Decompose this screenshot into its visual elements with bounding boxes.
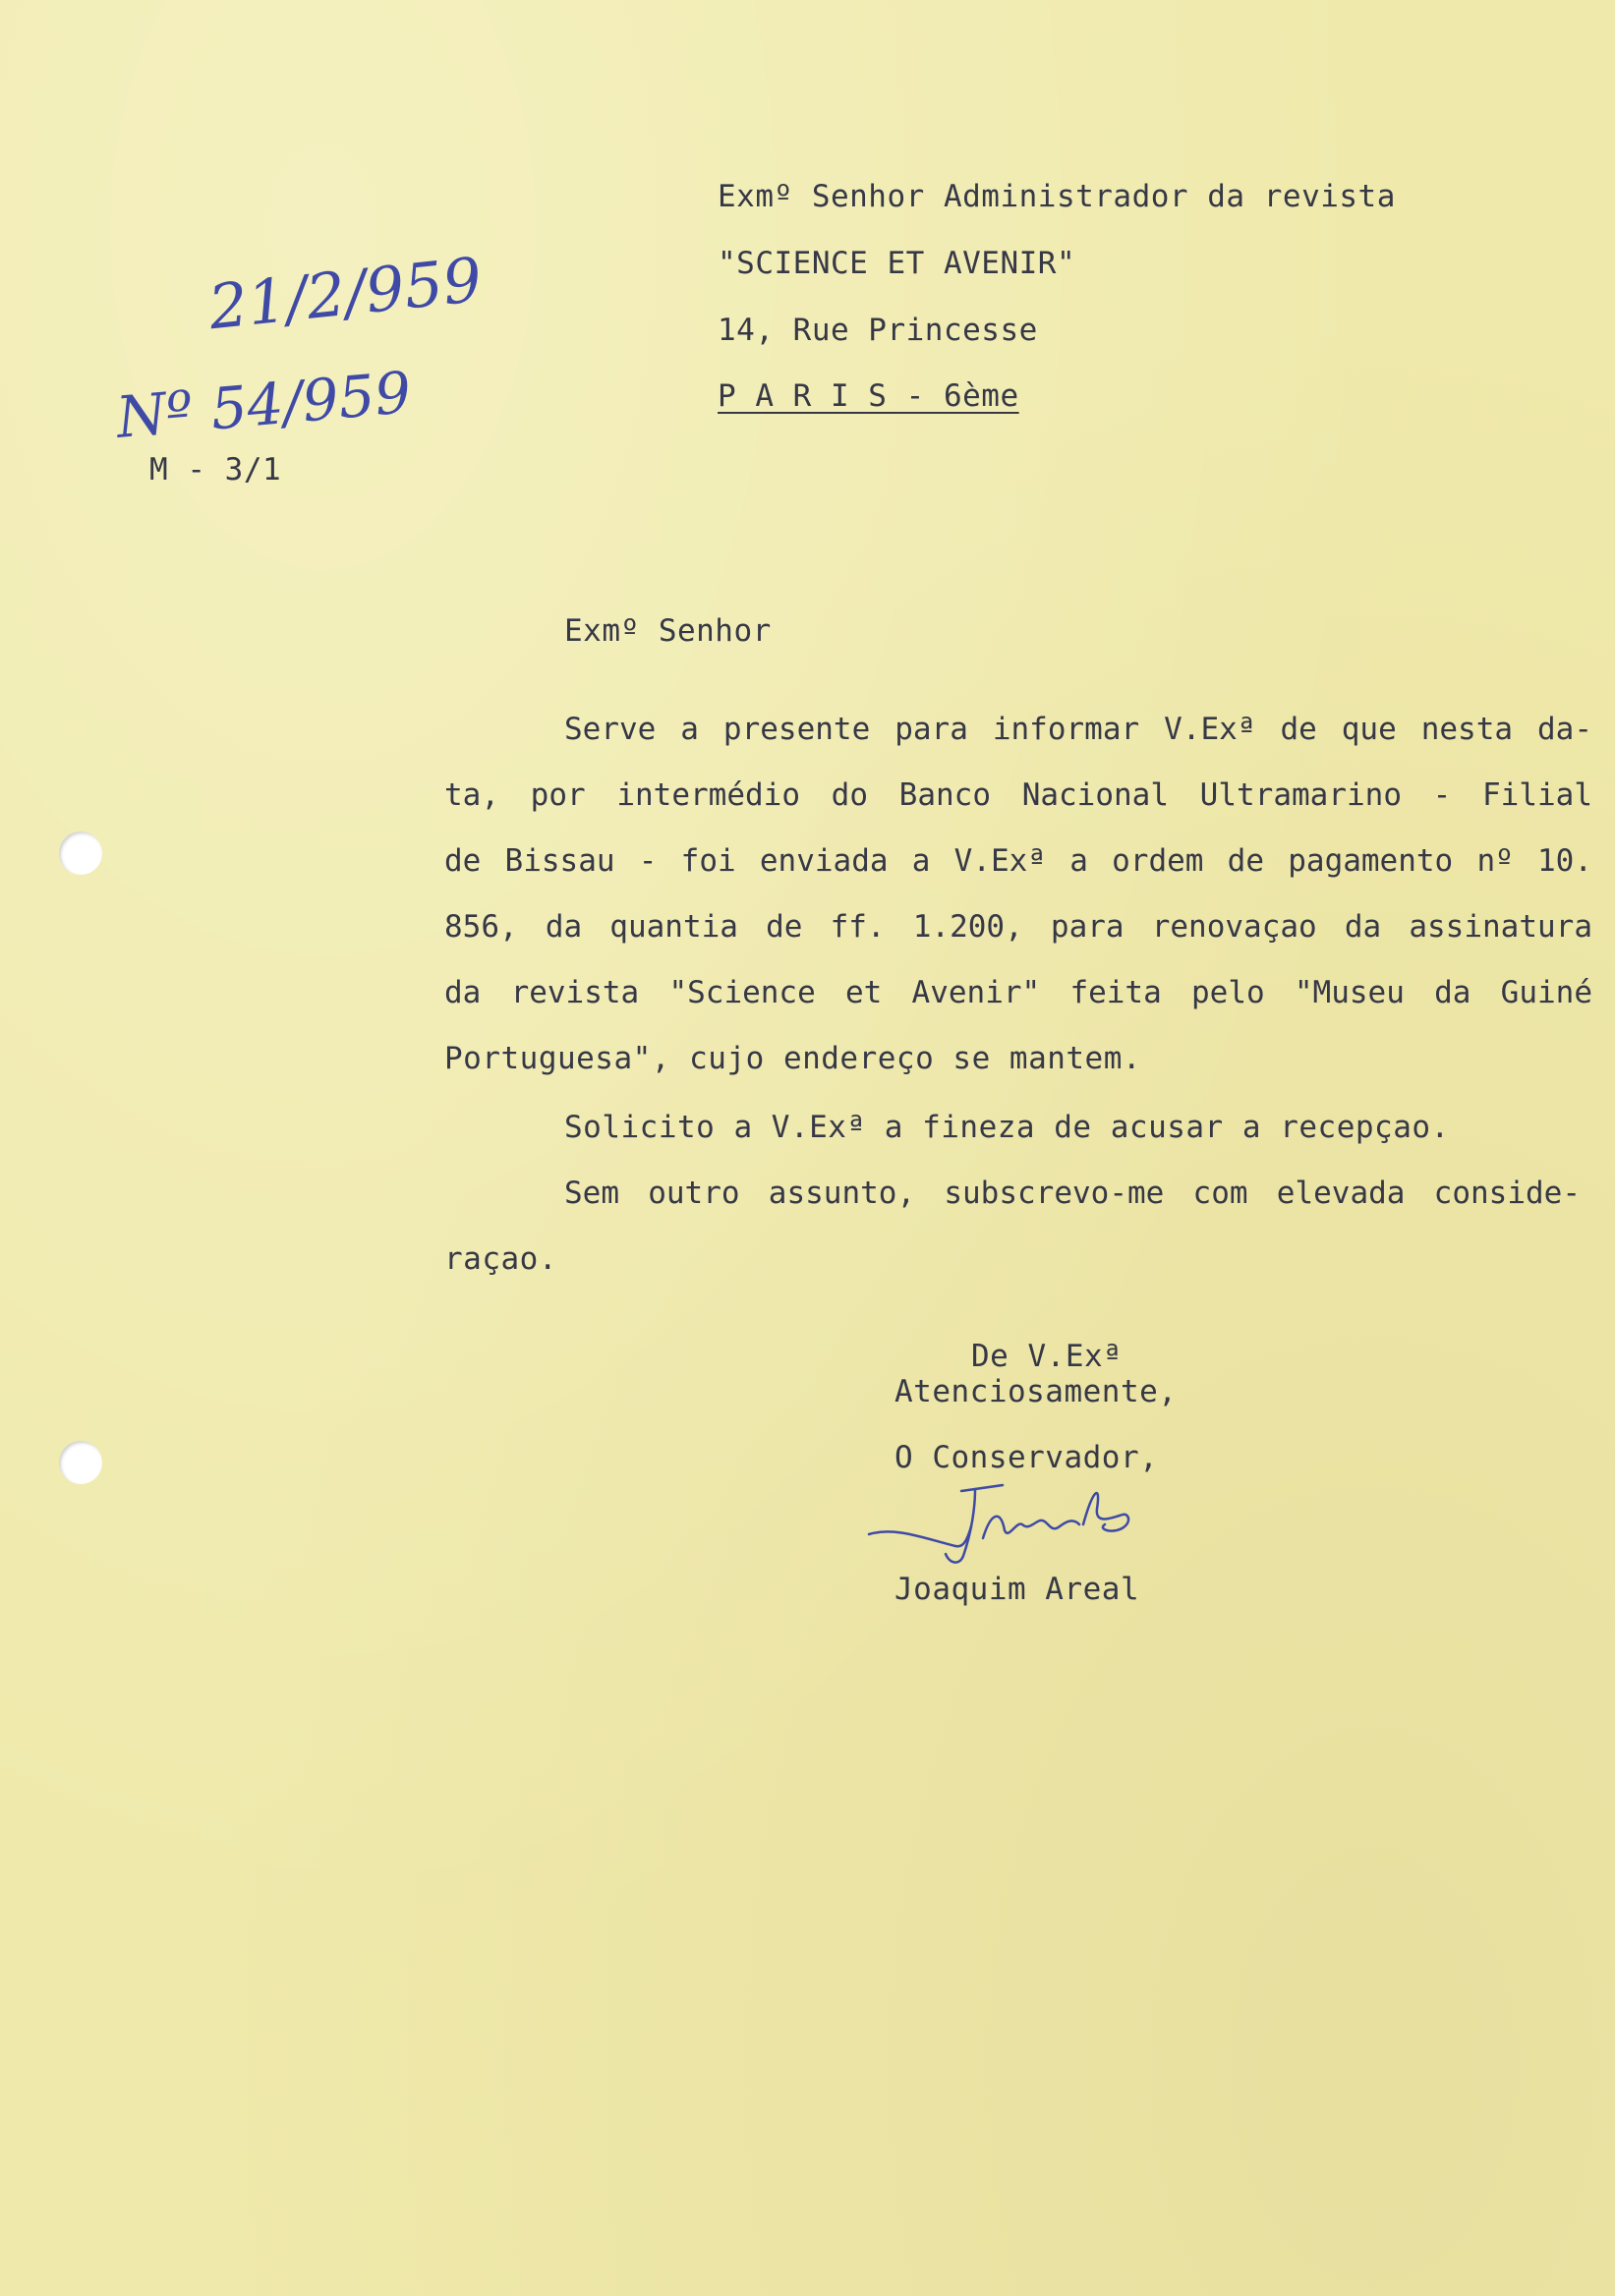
margin-date: 21/2/959: [204, 243, 486, 344]
closing-line-3: O Conservador,: [894, 1440, 1159, 1475]
body-closing-line-1: Sem outro assunto, subscrevo-me com elevada conside-: [564, 1176, 1581, 1211]
margin-reference: Nº 54/959: [113, 359, 414, 451]
closing-line-2: Atenciosamente,: [894, 1374, 1178, 1409]
recipient-line-3: 14, Rue Princesse: [718, 313, 1038, 348]
body-line-5: da revista "Science et Avenir" feita pelo "Museu da Guiné: [444, 975, 1592, 1010]
salutation: Exmº Senhor: [564, 613, 772, 649]
signature-text: JAreal: [1012, 1563, 1016, 1564]
recipient-line-4: P A R I S - 6ème: [718, 378, 1019, 414]
body-closing-line-2: raçao.: [444, 1241, 557, 1277]
recipient-line-2: "SCIENCE ET AVENIR": [718, 246, 1076, 281]
body-line-2: ta, por intermédio do Banco Nacional Ultramarino - Filial: [444, 777, 1592, 813]
closing-line-1: De V.Exª: [971, 1339, 1123, 1374]
signature: [865, 1479, 1160, 1568]
body-line-6: Portuguesa", cujo endereço se mantem.: [444, 1041, 1142, 1076]
recipient-line-1: Exmº Senhor Administrador da revista: [718, 179, 1396, 214]
file-code: M - 3/1: [149, 452, 282, 488]
punch-hole-bottom: [59, 1441, 102, 1484]
punch-hole-top: [59, 832, 102, 875]
body-line-3: de Bissau - foi enviada a V.Exª a ordem de pagamento nº 10.: [444, 843, 1592, 879]
body-line-4: 856, da quantia de ff. 1.200, para renovaçao da assinatura: [444, 909, 1592, 945]
signatory-name: Joaquim Areal: [894, 1572, 1140, 1607]
body-request-line: Solicito a V.Exª a fineza de acusar a recepçao.: [564, 1110, 1450, 1145]
body-line-1: Serve a presente para informar V.Exª de que nesta da-: [564, 712, 1592, 747]
